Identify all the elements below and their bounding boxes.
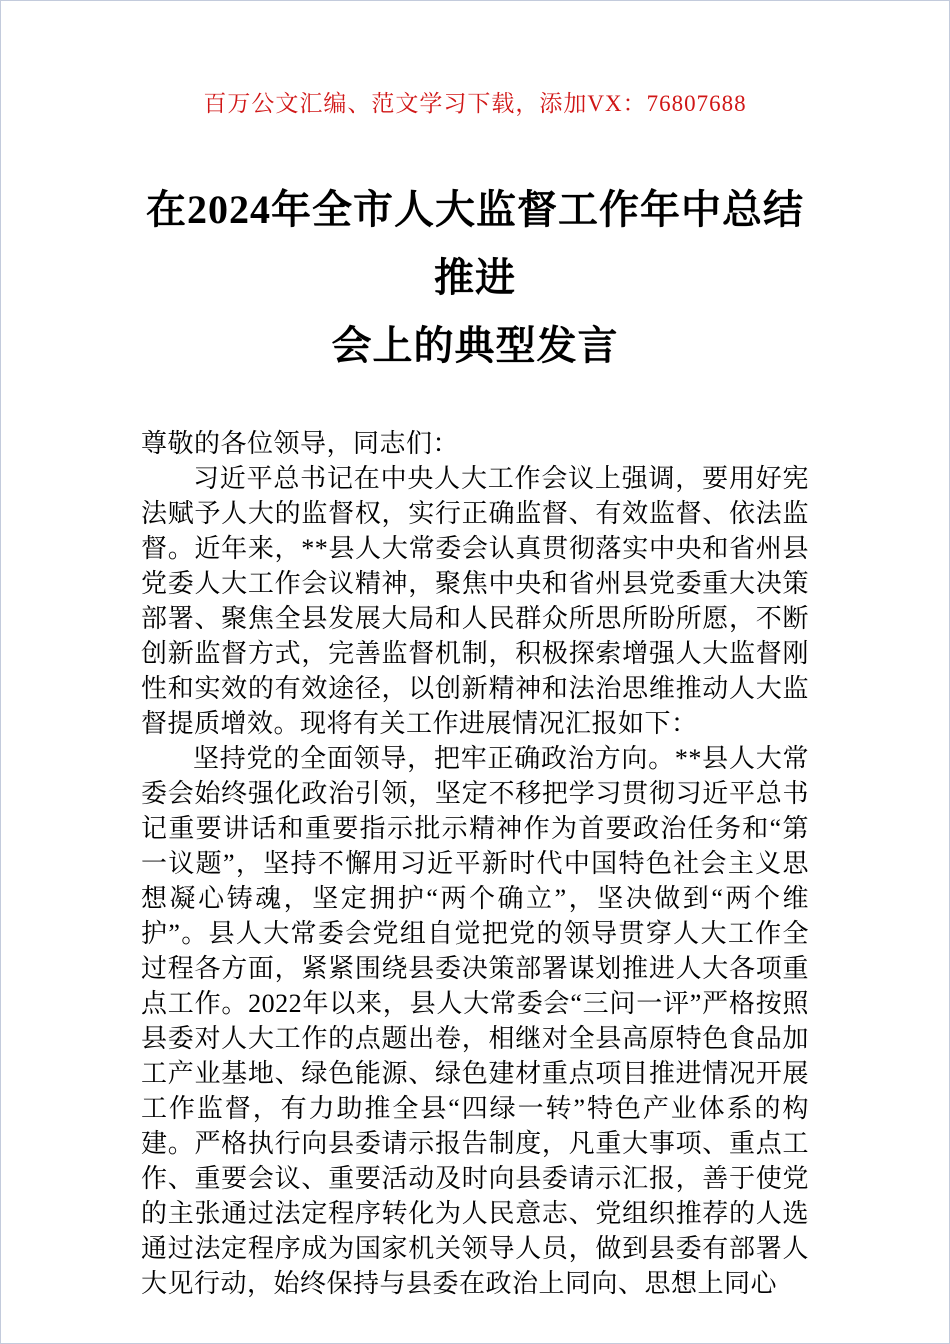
document-title xyxy=(141,176,809,380)
header-notice: 百万公文汇编、范文学习下载，添加VX：76807688 xyxy=(203,91,747,116)
document-title-line-2: 会上的典型发言 xyxy=(331,323,619,368)
paragraph: 习近平总书记在中央人大工作会议上强调，要用好宪法赋予人大的监督权，实行正确监督、有效监督、依法监督。近年来，**县人大常委会认真贯彻落实中央和省州县党委人大工作会议精神，聚焦中央和省州县党委重大决策部署、聚焦全县发展大局和人民群众所思所盼所愿，不断创新监督方式，完善监督机制，积极探索增强人大监督刚性和实效的有效途径，以创新精神和法治思维推动人大监督提质增效。现将有关工作进展情况汇报如下： xyxy=(141,464,809,738)
document-title-line-1: 在2024年全市人大监督工作年中总结推进 xyxy=(146,187,804,300)
paragraph: 坚持党的全面领导，把牢正确政治方向。**县人大常委会始终强化政治引领，坚定不移把学习贯彻习近平总书记重要讲话和重要指示批示精神作为首要政治任务和“第一议题”，坚持不懈用习近平新时代中国特色社会主义思想凝心铸魂，坚定拥护“两个确立”，坚决做到“两个维护”。县人大常委会党组自觉把党的领导贯穿人大工作全过程各方面，紧紧围绕县委决策部署谋划推进人大各项重点工作。2022年以来，县人大常委会“三问一评”严格按照县委对人大工作的点题出卷，相继对全县高原特色食品加工产业基地、绿色能源、绿色建材重点项目推进情况开展工作监督，有力助推全县“四绿一转”特色产业体系的构建。严格执行向县委请示报告制度，凡重大事项、重点工作、重要会议、重要活动及时向县委请示汇报，善于使党的主张通过法定程序转化为人民意志、党组织推荐的人选通过法定程序成为国家机关领导人员，做到县委有部署人大见行动，始终保持与县委在政治上同向、思想上同心 xyxy=(141,744,809,1298)
paragraph: 尊敬的各位领导，同志们： xyxy=(141,429,460,458)
document-body xyxy=(141,426,809,1301)
